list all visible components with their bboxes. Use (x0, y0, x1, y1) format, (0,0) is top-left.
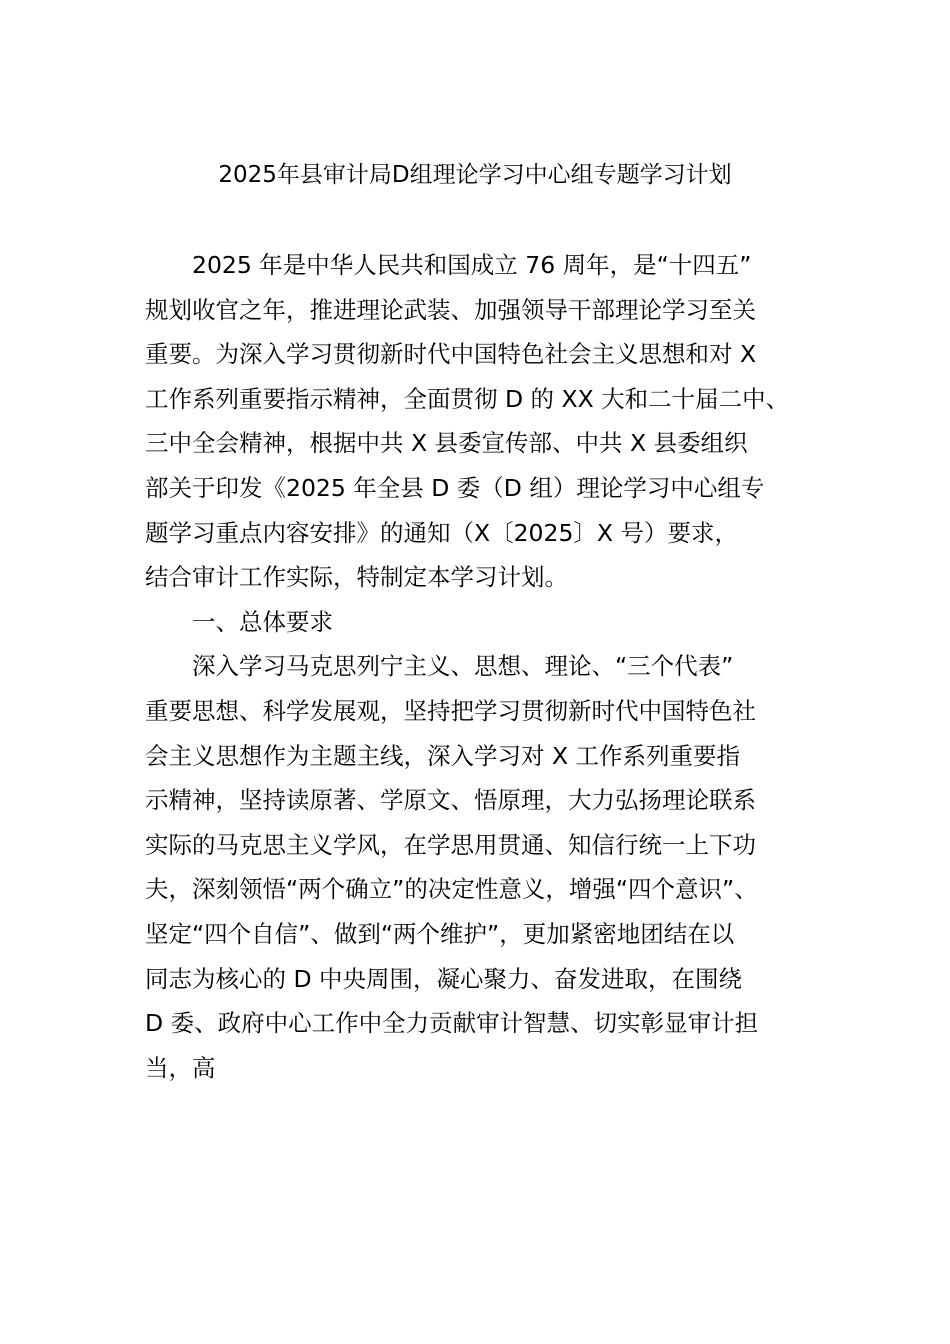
text-line: 三中全会精神，根据中共 X 县委宣传部、中共 X 县委组织 (145, 429, 748, 458)
text-line: 工作系列重要指示精神，全面贯彻 D 的 XX 大和二十届二中、 (145, 384, 790, 413)
text-line: D 委、政府中心工作中全力贡献审计智慧、切实彰显审计担 (145, 1009, 759, 1038)
text-line: 题学习重点内容安排》的通知（X〔2025〕X 号）要求， (145, 518, 738, 547)
section-heading: 一、总体要求 (145, 607, 333, 636)
text-line: 实际的马克思主义学风，在学思用贯通、知信行统一上下功 (145, 830, 756, 859)
text-line: 重要思想、科学发展观，坚持把学习贯彻新时代中国特色社 (145, 696, 756, 725)
text-line: 夫，深刻领悟“两个确立”的决定性意义，增强“四个意识”、 (145, 875, 758, 904)
text-line: 2025 年是中华人民共和国成立 76 周年，是“十四五” (145, 251, 752, 279)
text-line: 示精神，坚持读原著、学原文、悟原理，大力弘扬理论联系 (145, 786, 756, 815)
document-title: 2025年县审计局D组理论学习中心组专题学习计划 (218, 162, 732, 188)
text-line: 结合审计工作实际，特制定本学习计划。 (145, 563, 568, 592)
text-line: 深入学习马克思列宁主义、思想、理论、“三个代表” (145, 652, 734, 681)
text-line: 会主义思想作为主题主线，深入学习对 X 工作系列重要指 (145, 741, 741, 770)
document-body (145, 243, 825, 1090)
text-line: 同志为核心的 D 中央周围，凝心聚力、奋发进取，在围绕 (145, 964, 743, 993)
text-line: 部关于印发《2025 年全县 D 委（D 组）理论学习中心组专 (145, 473, 765, 502)
text-line: 规划收官之年，推进理论武装、加强领导干部理论学习至关 (145, 295, 756, 324)
text-line: 重要。为深入学习贯彻新时代中国特色社会主义思想和对 X (145, 340, 757, 369)
text-line: 坚定“四个自信”、做到“两个维护”，更加紧密地团结在以 (145, 919, 735, 948)
text-line: 当，高 (145, 1053, 216, 1082)
